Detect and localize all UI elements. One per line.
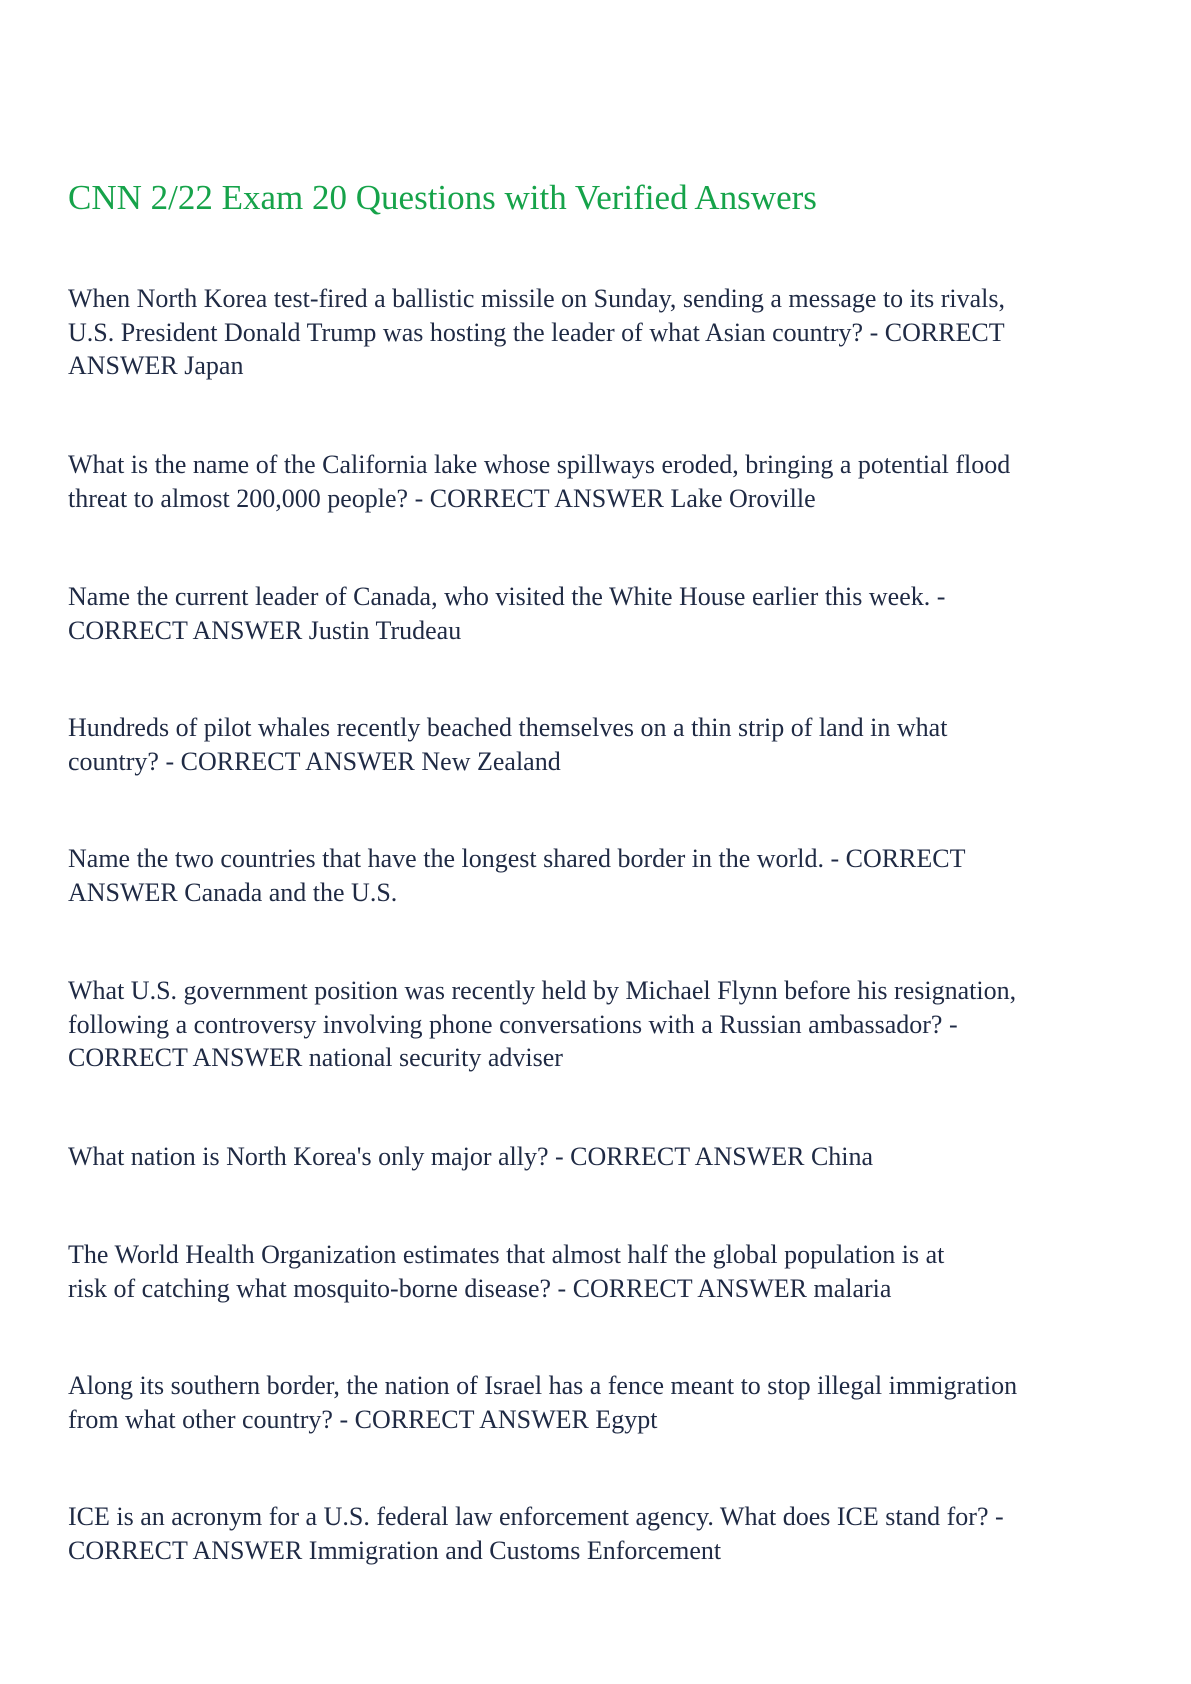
qa-line: from what other country? - CORRECT ANSWER Egypt <box>68 1404 658 1434</box>
qa-line: What nation is North Korea's only major ally? - CORRECT ANSWER China <box>68 1142 874 1171</box>
qa-line: CORRECT ANSWER Immigration and Customs Enforcement <box>68 1535 722 1565</box>
qa-item <box>68 974 1128 1075</box>
qa-item <box>68 1500 1128 1567</box>
qa-line: What is the name of the California lake whose spillways eroded, bringing a potential flood <box>68 450 1011 479</box>
qa-line: risk of catching what mosquito-borne disease? - CORRECT ANSWER malaria <box>68 1273 892 1303</box>
qa-line: When North Korea test-fired a ballistic missile on Sunday, sending a message to its rivals, <box>68 284 1005 313</box>
qa-line: Hundreds of pilot whales recently beached themselves on a thin strip of land in what <box>68 713 948 742</box>
qa-line: following a controversy involving phone conversations with a Russian ambassador? - <box>68 1009 958 1039</box>
qa-item <box>68 711 1128 778</box>
qa-line: The World Health Organization estimates that almost half the global population is at <box>68 1240 945 1269</box>
qa-line: ANSWER Japan <box>68 351 244 380</box>
qa-line: CORRECT ANSWER Justin Trudeau <box>68 615 462 645</box>
qa-line: country? - CORRECT ANSWER New Zealand <box>68 746 561 776</box>
document-title: CNN 2/22 Exam 20 Questions with Verified Answers <box>68 178 817 217</box>
qa-item <box>68 282 1128 383</box>
qa-item <box>68 842 1128 909</box>
qa-line: U.S. President Donald Trump was hosting the leader of what Asian country? - CORRECT <box>68 317 1005 347</box>
qa-line: CORRECT ANSWER national security adviser <box>68 1043 563 1072</box>
qa-item <box>68 1140 1128 1174</box>
qa-item <box>68 1369 1128 1436</box>
qa-line: What U.S. government position was recently held by Michael Flynn before his resignation, <box>68 976 1017 1005</box>
qa-line: Name the two countries that have the longest shared border in the world. - CORRECT <box>68 844 966 873</box>
qa-line: Name the current leader of Canada, who visited the White House earlier this week. - <box>68 582 946 611</box>
qa-item <box>68 448 1128 515</box>
qa-item <box>68 1238 1128 1305</box>
qa-line: ANSWER Canada and the U.S. <box>68 877 398 907</box>
qa-line: Along its southern border, the nation of Israel has a fence meant to stop illegal immigration <box>68 1371 1018 1400</box>
qa-item <box>68 580 1128 647</box>
qa-line: ICE is an acronym for a U.S. federal law enforcement agency. What does ICE stand for? - <box>68 1502 1004 1531</box>
qa-line: threat to almost 200,000 people? - CORRECT ANSWER Lake Oroville <box>68 483 816 513</box>
